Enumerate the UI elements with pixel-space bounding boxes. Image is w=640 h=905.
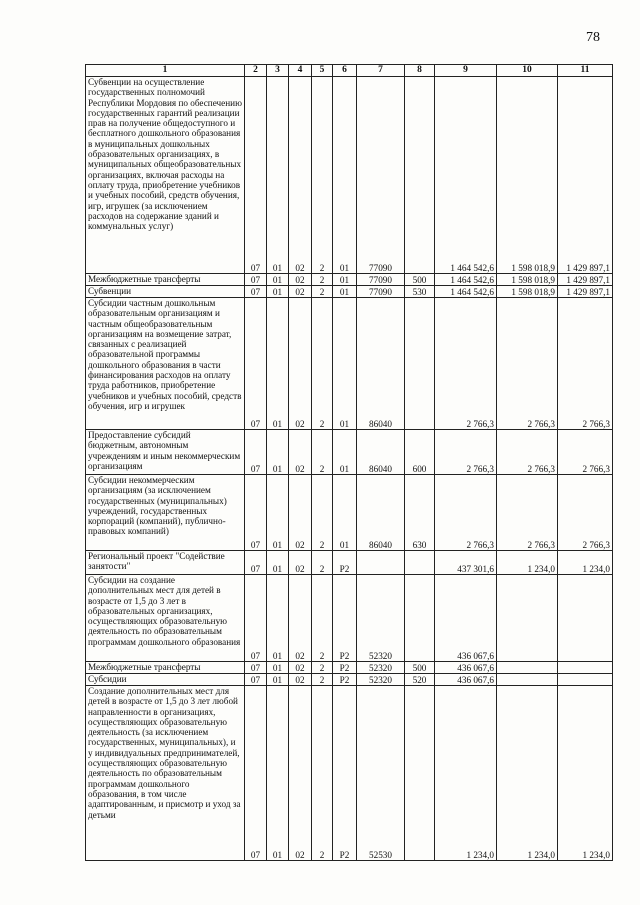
- table-row: [86, 662, 613, 674]
- code-cell: 52530: [357, 686, 405, 861]
- amount-cell: 1 464 542,6: [435, 274, 497, 286]
- column-header: 1: [86, 65, 245, 77]
- code-cell: 07: [245, 475, 267, 551]
- table-row: [86, 286, 613, 298]
- column-header: 9: [435, 65, 497, 77]
- amount-cell: [497, 662, 558, 674]
- page-number: 78: [586, 30, 600, 45]
- code-cell: [405, 575, 435, 662]
- code-cell: [405, 551, 435, 575]
- code-cell: [405, 298, 435, 430]
- column-header: 10: [497, 65, 558, 77]
- code-cell: 2: [312, 475, 333, 551]
- amount-cell: 2 766,3: [497, 298, 558, 430]
- table-row: [86, 686, 613, 861]
- amount-cell: 437 301,6: [435, 551, 497, 575]
- table-row: [86, 298, 613, 430]
- code-cell: P2: [333, 674, 357, 686]
- amount-cell: [558, 674, 613, 686]
- code-cell: P2: [333, 575, 357, 662]
- column-header: 2: [245, 65, 267, 77]
- column-header: 4: [289, 65, 312, 77]
- code-cell: 01: [267, 674, 289, 686]
- column-header: 8: [405, 65, 435, 77]
- code-cell: 01: [267, 77, 289, 274]
- code-cell: 52320: [357, 662, 405, 674]
- column-header: 3: [267, 65, 289, 77]
- code-cell: 86040: [357, 298, 405, 430]
- code-cell: 86040: [357, 475, 405, 551]
- code-cell: 01: [267, 430, 289, 475]
- code-cell: 52320: [357, 674, 405, 686]
- amount-cell: 1 234,0: [497, 686, 558, 861]
- code-cell: 2: [312, 686, 333, 861]
- code-cell: 01: [267, 274, 289, 286]
- code-cell: 01: [267, 286, 289, 298]
- column-header: 5: [312, 65, 333, 77]
- row-description: Межбюджетные трансферты: [86, 662, 245, 674]
- row-description: Субвенции на осуществление государственных полномочий Республики Мордовия по обеспечению государственных гарантий реализации прав на получение общедоступного и бесплатного дошкольного образования в муниципальных дошкольных образовательных организациях, в муниципальных общеобразовательных организациях, включая расходы на оплату труда, приобретение учебников и учебных пособий, средств обучения, игр, игрушек (за исключением расходов на содержание зданий и коммунальных услуг): [86, 77, 245, 274]
- code-cell: 07: [245, 430, 267, 475]
- column-header: 6: [333, 65, 357, 77]
- column-header: 7: [357, 65, 405, 77]
- code-cell: 2: [312, 77, 333, 274]
- code-cell: 07: [245, 274, 267, 286]
- row-description: Региональный проект "Содействие занятости": [86, 551, 245, 575]
- code-cell: 86040: [357, 430, 405, 475]
- code-cell: 2: [312, 674, 333, 686]
- code-cell: 07: [245, 551, 267, 575]
- amount-cell: 1 429 897,1: [558, 77, 613, 274]
- code-cell: 01: [267, 551, 289, 575]
- row-description: Создание дополнительных мест для детей в возрасте от 1,5 до 3 лет любой направленности в организациях, осуществляющих образовательную деятельность (за исключением государственных, муниципальных), и у индивидуальных предпринимателей, осуществляющих образовательную деятельность по образовательным программам дошкольного образования, в том числе адаптированным, и присмотр и уход за детьми: [86, 686, 245, 861]
- code-cell: 01: [333, 298, 357, 430]
- table-row: [86, 430, 613, 475]
- amount-cell: [497, 674, 558, 686]
- amount-cell: [558, 575, 613, 662]
- code-cell: 2: [312, 575, 333, 662]
- code-cell: 77090: [357, 286, 405, 298]
- amount-cell: [558, 662, 613, 674]
- table-row: [86, 551, 613, 575]
- code-cell: 02: [289, 475, 312, 551]
- code-cell: 07: [245, 77, 267, 274]
- amount-cell: 2 766,3: [435, 475, 497, 551]
- code-cell: P2: [333, 662, 357, 674]
- amount-cell: 1 234,0: [435, 686, 497, 861]
- code-cell: 2: [312, 662, 333, 674]
- amount-cell: 1 598 018,9: [497, 274, 558, 286]
- amount-cell: 2 766,3: [497, 430, 558, 475]
- amount-cell: 436 067,6: [435, 575, 497, 662]
- code-cell: 02: [289, 686, 312, 861]
- row-description: Субвенции: [86, 286, 245, 298]
- code-cell: 01: [333, 430, 357, 475]
- table-row: [86, 575, 613, 662]
- row-description: Субсидии частным дошкольным образовательным организациям и частным общеобразовательным организациям на возмещение затрат, связанных с реализацией образовательной программы дошкольного образования в части финансирования расходов на оплату труда работников, приобретение учебников и учебных пособий, средств обучения, игр и игрушек: [86, 298, 245, 430]
- amount-cell: [497, 575, 558, 662]
- code-cell: 02: [289, 575, 312, 662]
- row-description: Субсидии: [86, 674, 245, 686]
- code-cell: 01: [267, 475, 289, 551]
- amount-cell: 1 234,0: [558, 551, 613, 575]
- amount-cell: 2 766,3: [497, 475, 558, 551]
- amount-cell: 2 766,3: [558, 475, 613, 551]
- row-description: Субсидии некоммерческим организациям (за исключением государственных (муниципальных) учреждений, государственных корпораций (компаний), публично-правовых компаний): [86, 475, 245, 551]
- code-cell: [405, 77, 435, 274]
- code-cell: 520: [405, 674, 435, 686]
- code-cell: 07: [245, 286, 267, 298]
- code-cell: [357, 551, 405, 575]
- code-cell: 530: [405, 286, 435, 298]
- code-cell: 07: [245, 674, 267, 686]
- code-cell: 77090: [357, 77, 405, 274]
- code-cell: 02: [289, 77, 312, 274]
- code-cell: 500: [405, 274, 435, 286]
- code-cell: 02: [289, 662, 312, 674]
- amount-cell: 1 429 897,1: [558, 274, 613, 286]
- code-cell: 01: [267, 686, 289, 861]
- code-cell: 02: [289, 286, 312, 298]
- amount-cell: 1 464 542,6: [435, 286, 497, 298]
- code-cell: [405, 686, 435, 861]
- code-cell: 02: [289, 674, 312, 686]
- code-cell: 01: [333, 274, 357, 286]
- column-header: 11: [558, 65, 613, 77]
- code-cell: P2: [333, 686, 357, 861]
- amount-cell: 1 429 897,1: [558, 286, 613, 298]
- code-cell: 2: [312, 286, 333, 298]
- amount-cell: 436 067,6: [435, 662, 497, 674]
- code-cell: 01: [267, 298, 289, 430]
- amount-cell: 1 234,0: [497, 551, 558, 575]
- budget-table: [85, 64, 613, 861]
- code-cell: 02: [289, 274, 312, 286]
- row-description: Предоставление субсидий бюджетным, автономным учреждениям и иным некоммерческим организациям: [86, 430, 245, 475]
- table-header-row: [86, 65, 613, 77]
- code-cell: 01: [267, 662, 289, 674]
- code-cell: 630: [405, 475, 435, 551]
- table-row: [86, 77, 613, 274]
- code-cell: 2: [312, 274, 333, 286]
- code-cell: 2: [312, 298, 333, 430]
- amount-cell: 2 766,3: [435, 430, 497, 475]
- code-cell: 02: [289, 430, 312, 475]
- code-cell: 02: [289, 298, 312, 430]
- code-cell: 01: [333, 77, 357, 274]
- code-cell: P2: [333, 551, 357, 575]
- code-cell: 500: [405, 662, 435, 674]
- amount-cell: 1 598 018,9: [497, 286, 558, 298]
- code-cell: 2: [312, 430, 333, 475]
- code-cell: 02: [289, 551, 312, 575]
- code-cell: 07: [245, 662, 267, 674]
- code-cell: 07: [245, 298, 267, 430]
- row-description: Субсидии на создание дополнительных мест для детей в возрасте от 1,5 до 3 лет в образовательных организациях, осуществляющих образовательную деятельность по образовательным программам дошкольного образования: [86, 575, 245, 662]
- amount-cell: 1 464 542,6: [435, 77, 497, 274]
- code-cell: 52320: [357, 575, 405, 662]
- table-row: [86, 475, 613, 551]
- amount-cell: 2 766,3: [558, 298, 613, 430]
- code-cell: 01: [333, 286, 357, 298]
- code-cell: 600: [405, 430, 435, 475]
- row-description: Межбюджетные трансферты: [86, 274, 245, 286]
- table-row: [86, 274, 613, 286]
- amount-cell: 436 067,6: [435, 674, 497, 686]
- code-cell: 01: [267, 575, 289, 662]
- code-cell: 07: [245, 686, 267, 861]
- table-row: [86, 674, 613, 686]
- amount-cell: 2 766,3: [558, 430, 613, 475]
- amount-cell: 1 234,0: [558, 686, 613, 861]
- code-cell: 2: [312, 551, 333, 575]
- code-cell: 07: [245, 575, 267, 662]
- amount-cell: 2 766,3: [435, 298, 497, 430]
- code-cell: 77090: [357, 274, 405, 286]
- amount-cell: 1 598 018,9: [497, 77, 558, 274]
- code-cell: 01: [333, 475, 357, 551]
